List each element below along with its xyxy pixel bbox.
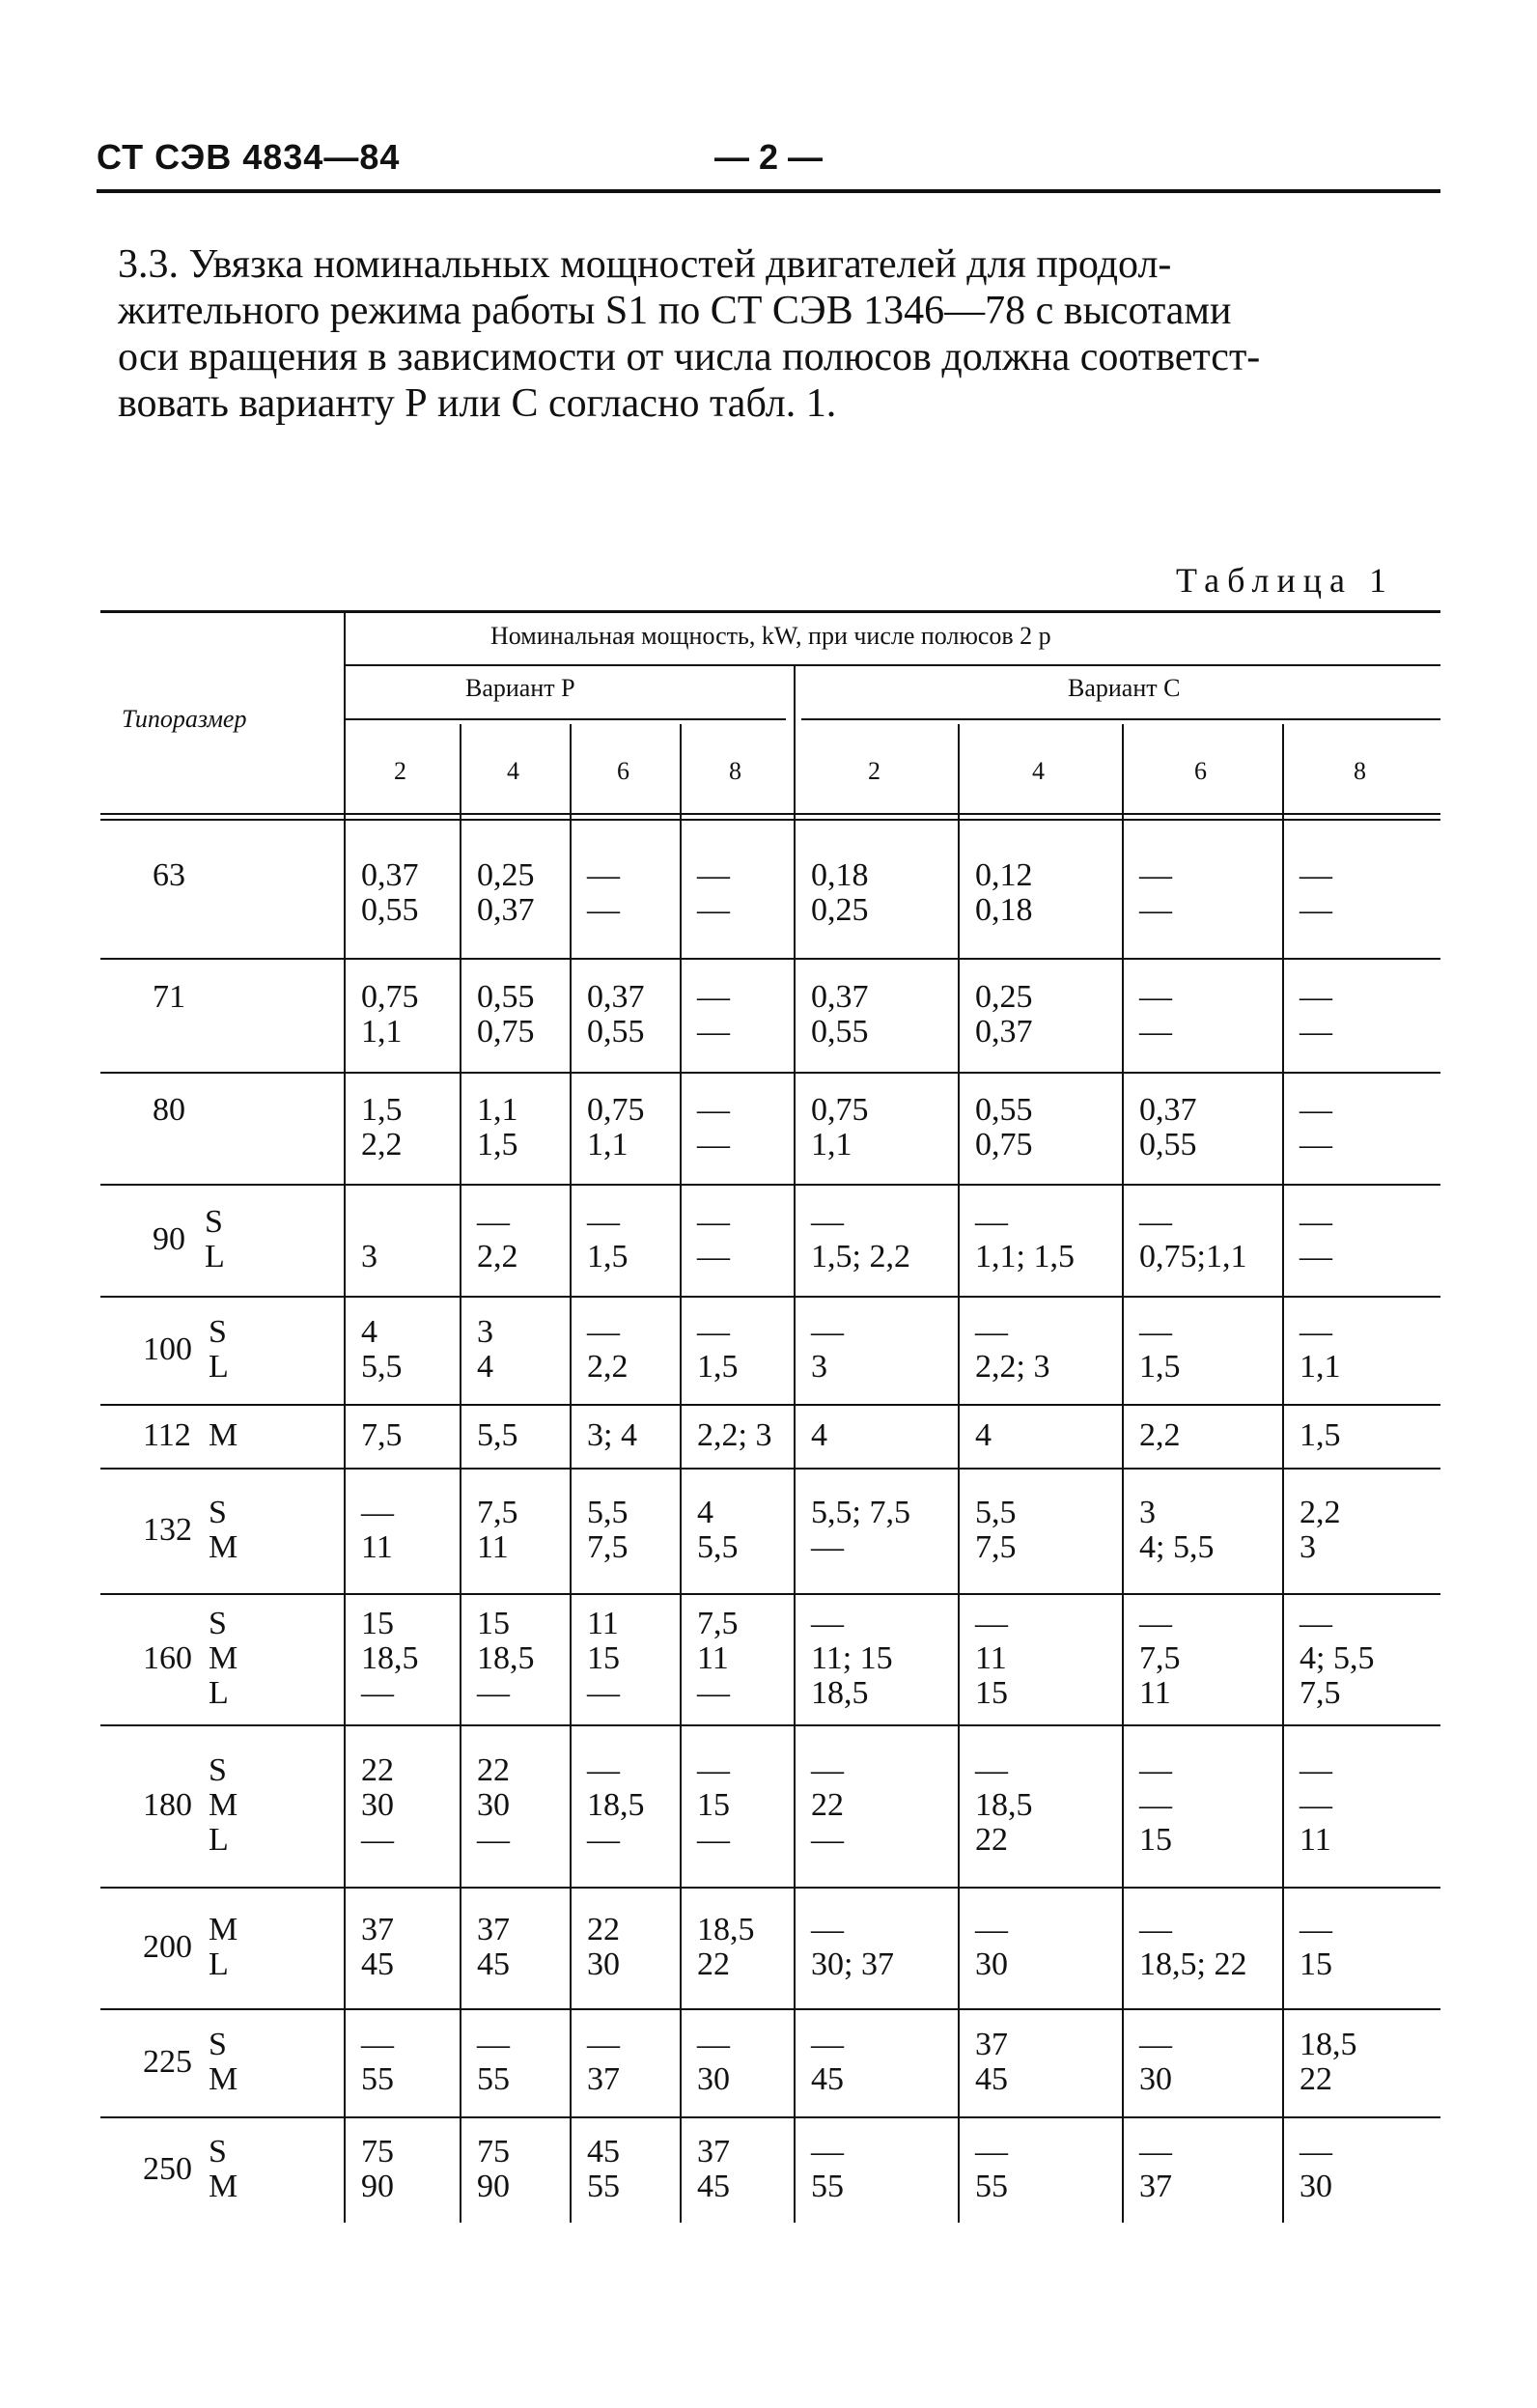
- table-cell: —: [1299, 1314, 1332, 1350]
- table-cell: —: [697, 1127, 730, 1162]
- table-rule: [801, 718, 1440, 720]
- table-cell: 55: [811, 2169, 844, 2204]
- table-cell: —: [1299, 1014, 1332, 1050]
- table-cell: 11; 15: [811, 1640, 893, 1676]
- table-cell: —: [697, 1014, 730, 1050]
- table-cell: 37: [1139, 2169, 1172, 2204]
- table-cell: 15: [1299, 1946, 1332, 1982]
- table-cell: 37: [477, 1912, 510, 1947]
- header-rule: [97, 189, 1440, 193]
- table-cell: 2,2: [1299, 1495, 1341, 1530]
- table-cell: —: [697, 1314, 730, 1350]
- table-cell: —: [1299, 1239, 1332, 1274]
- table-cell: 55: [975, 2169, 1008, 2204]
- size-label: 200: [143, 1929, 192, 1965]
- table-divider: [570, 724, 572, 2223]
- table-cell: 1,5: [697, 1349, 739, 1385]
- table-cell: 15: [697, 1787, 730, 1823]
- table-cell: —: [975, 1606, 1008, 1641]
- table-rule: [100, 2008, 1440, 2010]
- table-cell: 7,5: [587, 1529, 629, 1565]
- size-label: 112: [143, 1417, 191, 1453]
- table-cell: 0,55: [1139, 1127, 1197, 1162]
- table-cell: 11: [1139, 1675, 1171, 1711]
- table-cell: —: [811, 1314, 844, 1350]
- table-cell: 4; 5,5: [1299, 1640, 1375, 1676]
- table-cell: 0,55: [811, 1014, 869, 1050]
- table-cell: 0,37: [811, 979, 869, 1015]
- table-cell: 0,75: [361, 979, 419, 1015]
- table-cell: 5,5: [587, 1495, 629, 1530]
- size-label: 90: [153, 1221, 185, 1257]
- table-cell: 45: [477, 1946, 510, 1982]
- table-cell: —: [587, 892, 620, 928]
- table-cell: —: [1299, 1787, 1332, 1823]
- table-cell: 3: [1299, 1529, 1316, 1565]
- size-suffix: S: [205, 1204, 223, 1240]
- table-cell: 1,1: [811, 1127, 852, 1162]
- table-cell: —: [1299, 1912, 1332, 1947]
- size-label: 180: [143, 1787, 192, 1823]
- table-cell: 37: [587, 2061, 620, 2097]
- table-cell: 55: [361, 2061, 394, 2097]
- table-cell: 1,1: [361, 1014, 403, 1050]
- table-cell: 18,5: [477, 1640, 535, 1676]
- size-suffix: M: [209, 1640, 238, 1676]
- variant-p-header: Вариант Р: [465, 674, 575, 702]
- table-cell: 90: [361, 2169, 394, 2204]
- page-header: [97, 137, 1439, 195]
- table-cell: —: [477, 1204, 510, 1240]
- table-cell: 5,5: [361, 1349, 403, 1385]
- table-cell: 15: [361, 1606, 394, 1641]
- table-cell: 1,5: [361, 1092, 403, 1128]
- pole-count-header: 6: [617, 757, 629, 785]
- table-cell: 55: [587, 2169, 620, 2204]
- table-cell: 30: [477, 1787, 510, 1823]
- table-cell: 45: [975, 2061, 1008, 2097]
- table-cell: —: [477, 1675, 510, 1711]
- table-divider: [794, 664, 796, 2223]
- table-cell: —: [697, 1675, 730, 1711]
- table-cell: 2,2: [361, 1127, 403, 1162]
- table-cell: 37: [697, 2134, 730, 2170]
- table-cell: —: [477, 1822, 510, 1858]
- table-cell: 2,2: [587, 1349, 629, 1385]
- size-suffix: M: [209, 1912, 238, 1947]
- table-rule: [100, 1072, 1440, 1074]
- table-divider: [1282, 724, 1284, 2223]
- paragraph-line: жительного режима работы S1 по СТ СЭВ 1346—78 с высотами: [118, 289, 1232, 333]
- table-cell: 1,1; 1,5: [975, 1239, 1075, 1274]
- table-cell: 18,5: [811, 1675, 869, 1711]
- size-suffix: S: [209, 1606, 227, 1641]
- table-cell: 4: [361, 1314, 377, 1350]
- table-cell: —: [1139, 2027, 1172, 2062]
- table-cell: 45: [697, 2169, 730, 2204]
- table-cell: 3: [361, 1239, 377, 1274]
- size-suffix: M: [209, 1417, 238, 1453]
- table-cell: 22: [1299, 2061, 1332, 2097]
- pole-count-header: 4: [507, 757, 519, 785]
- table-cell: 37: [361, 1912, 394, 1947]
- table-rule: [100, 1593, 1440, 1595]
- table-cell: 75: [477, 2134, 510, 2170]
- pole-count-header: 4: [1032, 757, 1045, 785]
- table-cell: 15: [1139, 1822, 1172, 1858]
- pole-count-header: 2: [394, 757, 406, 785]
- table-cell: 5,5: [975, 1495, 1017, 1530]
- table-cell: 1,5: [1299, 1417, 1341, 1453]
- table-cell: 5,5; 7,5: [811, 1495, 910, 1530]
- table-cell: 30: [1299, 2169, 1332, 2204]
- table-cell: 15: [587, 1640, 620, 1676]
- table-rule: [100, 1468, 1440, 1470]
- table-cell: 0,37: [361, 857, 419, 893]
- table-cell: 1,5: [1139, 1349, 1181, 1385]
- table-cell: 22: [477, 1752, 510, 1788]
- table-cell: —: [1139, 1606, 1172, 1641]
- size-label: 63: [153, 857, 185, 893]
- table-cell: 37: [975, 2027, 1008, 2062]
- table-cell: 45: [811, 2061, 844, 2097]
- table-cell: 4: [477, 1349, 493, 1385]
- table-cell: 1,5: [587, 1239, 629, 1274]
- power-header: Номинальная мощность, kW, при числе полюсов 2 р: [490, 622, 1051, 650]
- table-cell: 0,18: [811, 857, 869, 893]
- table-cell: —: [361, 1675, 394, 1711]
- size-suffix: L: [205, 1239, 225, 1274]
- table-cell: 0,25: [811, 892, 869, 928]
- size-label: 250: [143, 2151, 192, 2187]
- table-divider: [680, 724, 682, 2223]
- table-cell: 1,1: [1299, 1349, 1341, 1385]
- table-divider: [1122, 724, 1124, 2223]
- table-cell: 45: [361, 1946, 394, 1982]
- table-cell: —: [975, 2134, 1008, 2170]
- table-cell: 0,37: [587, 979, 645, 1015]
- table-cell: —: [811, 2134, 844, 2170]
- table-cell: —: [1139, 1204, 1172, 1240]
- table-cell: 11: [1299, 1822, 1331, 1858]
- table-cell: —: [697, 857, 730, 893]
- table-caption: Таблица 1: [1176, 561, 1394, 600]
- size-suffix: L: [209, 1349, 229, 1385]
- variant-c-header: Вариант С: [1068, 674, 1181, 702]
- table-cell: 45: [587, 2134, 620, 2170]
- table-cell: 11: [361, 1529, 393, 1565]
- table-cell: 7,5: [697, 1606, 739, 1641]
- clause-3-3: [118, 241, 1440, 427]
- table-cell: —: [1139, 1314, 1172, 1350]
- size-label: 132: [143, 1512, 192, 1548]
- table-cell: 18,5: [361, 1640, 419, 1676]
- table-cell: —: [587, 1314, 620, 1350]
- table-cell: 30: [975, 1946, 1008, 1982]
- table-cell: 0,18: [975, 892, 1033, 928]
- table-cell: 0,55: [361, 892, 419, 928]
- size-suffix: S: [209, 1314, 227, 1350]
- table-divider: [460, 724, 461, 2223]
- table-rule: [100, 958, 1440, 960]
- table-cell: 4: [697, 1495, 713, 1530]
- pole-count-header: 6: [1194, 757, 1207, 785]
- size-suffix: L: [209, 1946, 229, 1982]
- table-rule: [100, 1404, 1440, 1406]
- table-rule: [100, 610, 1440, 613]
- table-cell: 0,55: [477, 979, 535, 1015]
- pole-count-header: 8: [729, 757, 741, 785]
- size-label: 100: [143, 1331, 192, 1367]
- table-cell: 30: [361, 1787, 394, 1823]
- table-cell: 1,1: [587, 1127, 629, 1162]
- table-cell: 15: [975, 1675, 1008, 1711]
- paragraph-line: вовать варианту Р или С согласно табл. 1.: [118, 381, 837, 426]
- table-cell: —: [1139, 979, 1172, 1015]
- page-number: — 2 —: [714, 137, 824, 177]
- table-cell: 7,5: [975, 1529, 1017, 1565]
- table-cell: 2,2: [477, 1239, 518, 1274]
- size-label: 80: [153, 1092, 185, 1128]
- table-cell: —: [697, 1092, 730, 1128]
- table-cell: 1,5; 2,2: [811, 1239, 910, 1274]
- table-cell: 30: [1139, 2061, 1172, 2097]
- table-cell: 7,5: [1299, 1675, 1341, 1711]
- table-cell: 0,37: [477, 892, 535, 928]
- table-cell: 0,75;1,1: [1139, 1239, 1247, 1274]
- table-cell: —: [1139, 1014, 1172, 1050]
- table-cell: 18,5: [587, 1787, 645, 1823]
- table-rule: [100, 1184, 1440, 1186]
- table-rule: [100, 1887, 1440, 1889]
- table-cell: —: [811, 1822, 844, 1858]
- table-cell: —: [811, 1606, 844, 1641]
- table-cell: 5,5: [477, 1417, 518, 1453]
- table-cell: 22: [811, 1787, 844, 1823]
- table-rule: [100, 2116, 1440, 2118]
- size-suffix: S: [209, 1495, 227, 1530]
- table-cell: 0,25: [477, 857, 535, 893]
- table-cell: —: [975, 1752, 1008, 1788]
- table-cell: 11: [587, 1606, 619, 1641]
- table-cell: 4; 5,5: [1139, 1529, 1215, 1565]
- size-label: 225: [143, 2044, 192, 2080]
- table-rule: [344, 718, 786, 720]
- table-cell: —: [587, 1752, 620, 1788]
- table-cell: 0,75: [477, 1014, 535, 1050]
- table-cell: 3: [477, 1314, 493, 1350]
- size-suffix: M: [209, 1787, 238, 1823]
- table-cell: 7,5: [361, 1417, 403, 1453]
- table-cell: 2,2: [1139, 1417, 1181, 1453]
- size-suffix: M: [209, 2061, 238, 2097]
- table-rule: [344, 664, 1440, 666]
- table-cell: —: [1299, 1092, 1332, 1128]
- table-cell: 22: [697, 1946, 730, 1982]
- table-cell: 7,5: [477, 1495, 518, 1530]
- table-cell: 30: [587, 1946, 620, 1982]
- table-cell: 0,55: [975, 1092, 1033, 1128]
- table-cell: 0,37: [975, 1014, 1033, 1050]
- table-cell: —: [975, 1204, 1008, 1240]
- table-cell: 3: [811, 1349, 827, 1385]
- table-cell: —: [1299, 1127, 1332, 1162]
- table-cell: 55: [477, 2061, 510, 2097]
- pole-count-header: 2: [868, 757, 880, 785]
- table-cell: 75: [361, 2134, 394, 2170]
- table-cell: —: [361, 1495, 394, 1530]
- table-cell: 0,75: [975, 1127, 1033, 1162]
- table-cell: 4: [811, 1417, 827, 1453]
- table-cell: —: [1299, 857, 1332, 893]
- table-cell: 30: [697, 2061, 730, 2097]
- size-suffix: L: [209, 1822, 229, 1858]
- table-cell: 18,5; 22: [1139, 1946, 1247, 1982]
- size-suffix: M: [209, 2169, 238, 2204]
- table-cell: 22: [975, 1822, 1008, 1858]
- table-divider: [344, 610, 346, 2223]
- paragraph-line: оси вращения в зависимости от числа полюсов должна соответст-: [118, 335, 1261, 379]
- size-label: 160: [143, 1640, 192, 1676]
- table-cell: 11: [697, 1640, 729, 1676]
- table-cell: —: [587, 1204, 620, 1240]
- table-cell: 18,5: [975, 1787, 1033, 1823]
- table-cell: 0,75: [811, 1092, 869, 1128]
- table-cell: —: [811, 1752, 844, 1788]
- pole-count-header: 8: [1354, 757, 1366, 785]
- table-rule: [100, 1724, 1440, 1726]
- table-cell: —: [697, 1239, 730, 1274]
- table-cell: —: [587, 1675, 620, 1711]
- table-cell: 18,5: [1299, 2027, 1357, 2062]
- table-cell: 11: [477, 1529, 509, 1565]
- table-cell: —: [1139, 1912, 1172, 1947]
- table-cell: —: [811, 1204, 844, 1240]
- size-suffix: S: [209, 1752, 227, 1788]
- table-cell: —: [1299, 2134, 1332, 2170]
- table-cell: —: [1139, 1787, 1172, 1823]
- table-cell: —: [587, 1822, 620, 1858]
- table-cell: —: [975, 1912, 1008, 1947]
- size-column-header: Типоразмер: [122, 705, 247, 733]
- table-cell: 11: [975, 1640, 1007, 1676]
- table-cell: 30; 37: [811, 1946, 894, 1982]
- table-cell: 0,25: [975, 979, 1033, 1015]
- table-divider: [958, 724, 960, 2223]
- table-cell: 4: [975, 1417, 992, 1453]
- table-cell: —: [1299, 1752, 1332, 1788]
- size-label: 71: [153, 979, 185, 1015]
- table-cell: —: [1299, 979, 1332, 1015]
- table-cell: 0,37: [1139, 1092, 1197, 1128]
- table-rule: [100, 819, 1440, 821]
- table-cell: —: [697, 892, 730, 928]
- table-cell: 3; 4: [587, 1417, 637, 1453]
- table-cell: —: [811, 1529, 844, 1565]
- size-suffix: S: [209, 2027, 227, 2062]
- paragraph-line: 3.3. Увязка номинальных мощностей двигателей для продол-: [118, 242, 1172, 287]
- table-cell: —: [975, 1314, 1008, 1350]
- table-cell: —: [811, 1912, 844, 1947]
- table-cell: 22: [361, 1752, 394, 1788]
- table-cell: —: [697, 2027, 730, 2062]
- table-cell: 0,75: [587, 1092, 645, 1128]
- table-cell: 2,2; 3: [975, 1349, 1050, 1385]
- table-cell: 0,55: [587, 1014, 645, 1050]
- table-cell: —: [811, 2027, 844, 2062]
- table-cell: —: [1139, 2134, 1172, 2170]
- size-suffix: L: [209, 1675, 229, 1711]
- table-cell: 15: [477, 1606, 510, 1641]
- table-cell: —: [1299, 1204, 1332, 1240]
- power-table: [100, 610, 1440, 2223]
- table-cell: 90: [477, 2169, 510, 2204]
- table-cell: —: [697, 979, 730, 1015]
- table-cell: 7,5: [1139, 1640, 1181, 1676]
- table-cell: 1,5: [477, 1127, 518, 1162]
- table-cell: 18,5: [697, 1912, 755, 1947]
- table-cell: 2,2; 3: [697, 1417, 772, 1453]
- table-cell: 5,5: [697, 1529, 739, 1565]
- table-cell: —: [697, 1204, 730, 1240]
- table-cell: —: [697, 1752, 730, 1788]
- size-suffix: S: [209, 2134, 227, 2170]
- table-cell: —: [1139, 892, 1172, 928]
- table-cell: —: [361, 1822, 394, 1858]
- table-cell: —: [587, 857, 620, 893]
- size-suffix: M: [209, 1529, 238, 1565]
- table-cell: —: [1299, 892, 1332, 928]
- table-cell: —: [1139, 857, 1172, 893]
- table-cell: —: [361, 2027, 394, 2062]
- table-rule: [100, 813, 1440, 815]
- table-cell: —: [1299, 1606, 1332, 1641]
- table-cell: 3: [1139, 1495, 1156, 1530]
- table-cell: —: [477, 2027, 510, 2062]
- table-cell: —: [587, 2027, 620, 2062]
- table-cell: 1,1: [477, 1092, 518, 1128]
- table-rule: [100, 1296, 1440, 1298]
- table-cell: —: [1139, 1752, 1172, 1788]
- table-cell: 22: [587, 1912, 620, 1947]
- standard-number: СТ СЭВ 4834—84: [97, 137, 401, 177]
- table-cell: —: [697, 1822, 730, 1858]
- table-cell: 0,12: [975, 857, 1033, 893]
